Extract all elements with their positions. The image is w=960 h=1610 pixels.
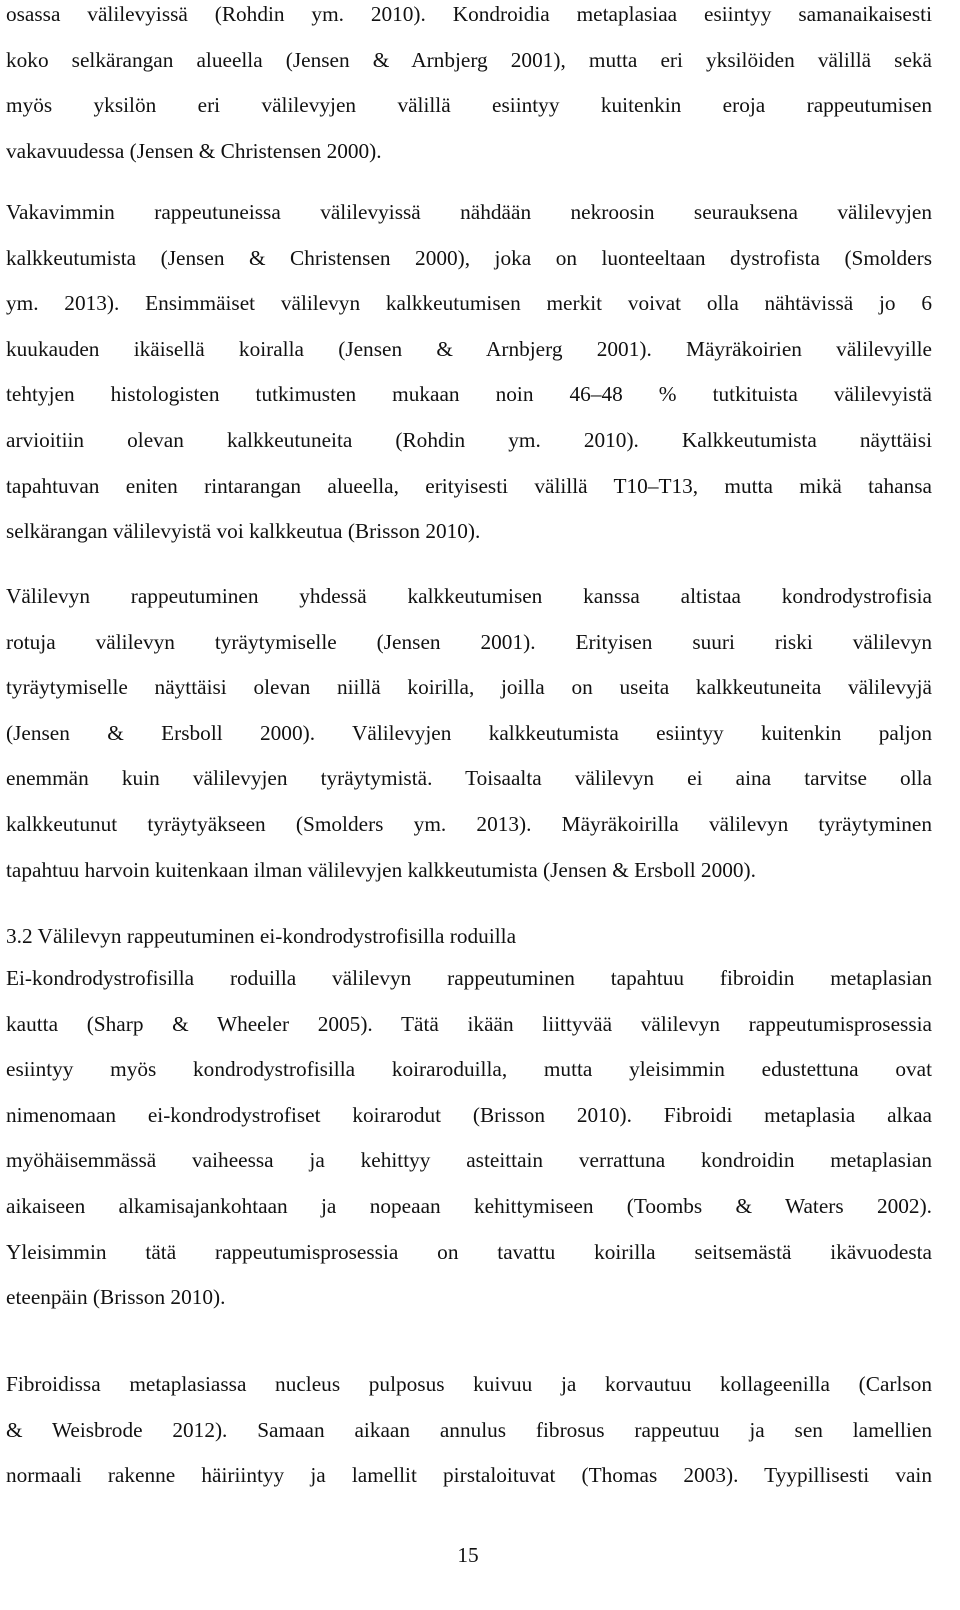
text-line: Vakavimmin rappeutuneissa välilevyissä nähdään nekroosin seurauksena välilevyjen — [6, 200, 932, 224]
text-line: tapahtuvan eniten rintarangan alueella, erityisesti välillä T10–T13, mutta mikä tahansa — [6, 473, 932, 498]
page-number: 15 — [457, 1543, 479, 1567]
section-heading: 3.2 Välilevyn rappeutuminen ei-kondrodystrofisilla roduilla — [6, 924, 517, 948]
text-line: (Jensen & Ersboll 2000). Välilevyjen kalkkeutumista esiintyy kuitenkin paljon — [6, 720, 932, 745]
text-line: Ei-kondrodystrofisilla roduilla välilevyn rappeutuminen tapahtuu fibroidin metaplasian — [6, 966, 932, 990]
text-line: myös yksilön eri välilevyjen välillä esiintyy kuitenkin eroja rappeutumisen — [6, 93, 932, 118]
text-line: tapahtuu harvoin kuitenkaan ilman välilevyjen kalkkeutumista (Jensen & Ersboll 2000). — [6, 857, 756, 882]
text-line: kalkkeutumista (Jensen & Christensen 2000), joka on luonteeltaan dystrofista (Smolders — [6, 245, 932, 270]
text-line: Fibroidissa metaplasiassa nucleus pulposus kuivuu ja korvautuu kollageenilla (Carlson — [6, 1372, 932, 1396]
text-line: aikaiseen alkamisajankohtaan ja nopeaan kehittymiseen (Toombs & Waters 2002). — [6, 1193, 932, 1218]
text-line: & Weisbrode 2012). Samaan aikaan annulus fibrosus rappeutuu ja sen lamellien — [6, 1417, 932, 1442]
text-line: arvioitiin olevan kalkkeutuneita (Rohdin ym. 2010). Kalkkeutumista näyttäisi — [6, 427, 932, 452]
paragraph-4 — [6, 956, 932, 1321]
text-line: nimenomaan ei-kondrodystrofiset koirarodut (Brisson 2010). Fibroidi metaplasia alkaa — [6, 1102, 932, 1127]
text-line: Yleisimmin tätä rappeutumisprosessia on tavattu koirilla seitsemästä ikävuodesta — [6, 1239, 932, 1264]
text-line: myöhäisemmässä vaiheessa ja kehittyy asteittain verrattuna kondroidin metaplasian — [6, 1148, 932, 1173]
text-line: Välilevyn rappeutuminen yhdessä kalkkeutumisen kanssa altistaa kondrodystrofisia — [6, 584, 932, 608]
text-line: kautta (Sharp & Wheeler 2005). Tätä ikään liittyvää välilevyn rappeutumisprosessia — [6, 1011, 932, 1036]
paragraph-1 — [6, 0, 932, 174]
text-line: rotuja välilevyn tyräytymiselle (Jensen 2001). Erityisen suuri riski välilevyn — [6, 629, 932, 654]
text-line: eteenpäin (Brisson 2010). — [6, 1285, 226, 1310]
text-line: normaali rakenne häiriintyy ja lamellit pirstaloituvat (Thomas 2003). Tyypillisesti vain — [6, 1463, 932, 1488]
text-line: ym. 2013). Ensimmäiset välilevyn kalkkeutumisen merkit voivat olla nähtävissä jo 6 — [6, 291, 932, 316]
text-line: enemmän kuin välilevyjen tyräytymistä. Toisaalta välilevyn ei aina tarvitse olla — [6, 766, 932, 791]
paragraph-3 — [6, 574, 932, 893]
text-line: kalkkeutunut tyräytyäkseen (Smolders ym. 2013). Mäyräkoirilla välilevyn tyräytyminen — [6, 811, 932, 836]
text-line: vakavuudessa (Jensen & Christensen 2000). — [6, 138, 382, 163]
text-line: koko selkärangan alueella (Jensen & Arnbjerg 2001), mutta eri yksilöiden välillä sekä — [6, 47, 932, 72]
text-line: tehtyjen histologisten tutkimusten mukaan noin 46–48 % tutkituista välilevyistä — [6, 382, 932, 407]
paragraph-2 — [6, 190, 932, 555]
text-line: osassa välilevyissä (Rohdin ym. 2010). Kondroidia metaplasiaa esiintyy samanaikaisesti — [6, 2, 932, 26]
text-line: kuukauden ikäisellä koiralla (Jensen & Arnbjerg 2001). Mäyräkoirien välilevyille — [6, 336, 932, 361]
text-line: esiintyy myös kondrodystrofisilla koiraroduilla, mutta yleisimmin edustettuna ovat — [6, 1057, 932, 1082]
text-line: selkärangan välilevyistä voi kalkkeutua (Brisson 2010). — [6, 519, 481, 544]
text-line: tyräytymiselle näyttäisi olevan niillä koirilla, joilla on useita kalkkeutuneita välilevyjä — [6, 675, 932, 700]
paragraph-5 — [6, 1362, 932, 1499]
